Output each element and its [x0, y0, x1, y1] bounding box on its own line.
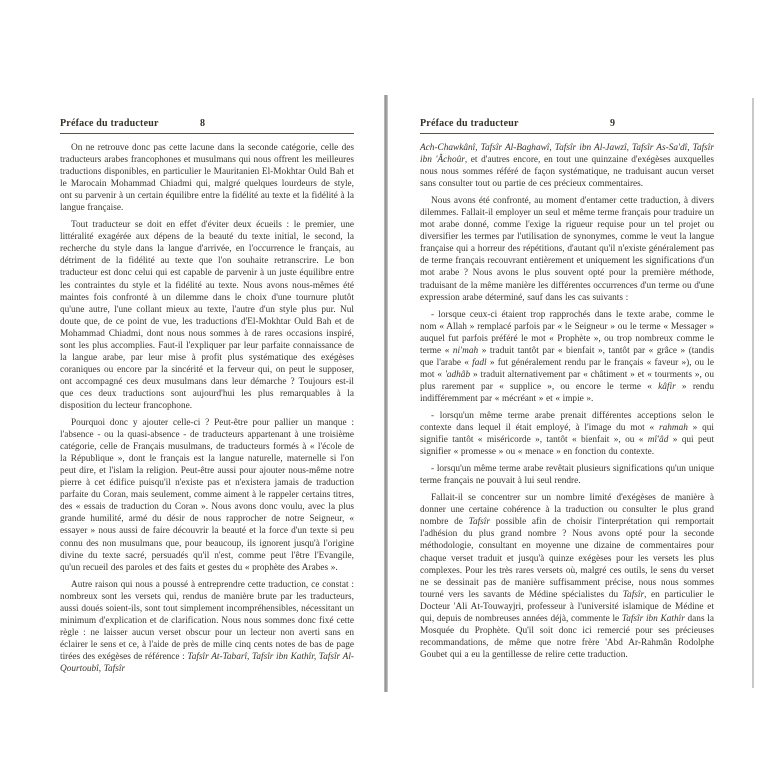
text-segment: Tafsîr [468, 517, 490, 528]
page-right [420, 118, 714, 666]
book-spine-divider [384, 95, 388, 692]
page-number: 9 [610, 118, 616, 129]
text-segment: Tafsîr At-Tabarî, Tafsîr ibn Kathîr, Tafsîr Al-Qourtoubî, Tafsîr [60, 651, 354, 674]
text-segment: kâfir [658, 381, 676, 392]
text-segment: On ne retrouve donc pas cette lacune dans la seconde catégorie, celle des traducteurs arabes francophones et musulmans qui nous offrent les meilleures traductions disponibles, en particulier le Mauritanien El-Mokhtar Ould Bah et le Marocain Mohammad Chiadmi qui, malgré quelques lourdeurs de style, ont su parvenir à un certain équilibre entre la fidélité au texte et la fidélité à la langue française. [60, 143, 354, 214]
text-segment: fadl [472, 357, 487, 368]
right-page-edge-line [752, 98, 754, 688]
paragraph [420, 492, 714, 661]
page-header [60, 118, 354, 134]
text-segment: Tout traducteur se doit en effet d'éviter deux écueils : le premier, une littéralité exagérée aux dépens de la beauté du texte initial, le second, la recherche du style dans la langue d'arrivée, en l'occurrence le français, au détriment de la fidélité au texte que l'on souhaite retranscrire. Le bon traducteur est donc celui qui est capable de parvenir à un juste équilibre entre les contraintes du style et la fidélité au texte. Nous avons nous-mêmes été maintes fois confronté à un dilemme dans le choix d'une tournure plutôt qu'une autre, l'une collant mieux au texte, l'autre d'un style plus pur. Nul doute que, de ce point de vue, les traductions d'El-Mokhtar Ould Bah et de Mohammad Chiadmi, dont nous nous sommes à de rares occasions inspiré, sont les plus accomplies. Faut-il l'expliquer par leur parfaite connaissance de la langue arabe, par leur mise à profit plus systématique des exégèses coraniques ou encore par la sincérité et la ferveur qui, on peut le supposer, ont accompagné ces deux musulmans dans leur démarche ? Toujours est-il que ces deux traductions sont aujourd'hui les plus remarquables à la disposition du lecteur francophone. [60, 220, 354, 411]
text-segment: Tafsîr [622, 589, 645, 600]
paragraph [420, 463, 714, 487]
paragraph [60, 579, 354, 675]
page-title: Préface du traducteur [60, 118, 159, 129]
text-segment: , et d'autres encore, en tout une quinzaine d'exégèses auxquelles nous nous sommes référé de façon systématique, ne traduisant aucun verset sans consulter tout ou partie de ces précieux commentaires. [420, 155, 714, 190]
text-segment: Fallait-il se concentrer sur un nombre limité d'exégèses de manière à donner une certaine cohérence à la traduction ou consulter le plus grand nombre de [420, 493, 714, 528]
text-segment: Pourquoi donc y ajouter celle-ci ? Peut-être pour pallier un manque : l'absence - ou la quasi-absence - de traducteurs appartenant à une troisième catégorie, celle de Français musulmans, de traducteurs formés à « l'école de la République », dont le français est la langue naturelle, maternelle si l'on peut dire, et l'islam la religion. Peut-être aussi pour ajouter nous-même notre pierre à cet édifice puisqu'il n'existe pas et n'existera jamais de traduction parfaite du Coran, mais seulement, comme aiment à le rappeler certains titres, des « essais de traduction du Coran ». Nous avons donc voulu, avec la plus grande humilité, armé du désir de nous rapprocher de notre Seigneur, « essayer » nous aussi de faire découvrir la beauté et la force d'un texte si peu connu des non musulmans que, pour beaucoup, ils ignorent jusqu'à l'origine divine du texte sacré, persuadés qu'il n'est, comme peut l'être l'Evangile, qu'un recueil des paroles et des faits et gestes du « prophète des Arabes ». [60, 418, 354, 573]
paragraph [60, 219, 354, 412]
text-segment: 'adhâb [444, 369, 471, 380]
paragraph [60, 417, 354, 574]
text-segment: Ach-Chawkânî, Tafsîr Al-Baghawî, Tafsîr ibn Al-Jawzî, Tafsîr As-Sa'dî, Tafsîr ibn 'Âchoûr [420, 143, 714, 166]
page-left [60, 118, 354, 680]
text-segment: » traduit tantôt par « bienfait », tantôt par « grâce » (tandis que l'arabe « [420, 345, 714, 368]
paragraph [420, 410, 714, 458]
paragraph [420, 309, 714, 405]
text-segment: ni'mah [452, 345, 479, 356]
text-segment: , en particulier le Docteur 'Ali At-Touwayjri, professeur à l'université islamique de Médine et qui, depuis de nombreuses années déjà, commente le [420, 589, 714, 624]
text-segment: dans la Mosquée du Prophète. Qu'il soit donc ici remercié pour ses précieuses recommandations, de même que notre frère 'Abd Ar-Rahmân Rodolphe Goubet qui a eu la gentillesse de relire cette traduction. [420, 613, 714, 660]
page-body [60, 142, 354, 675]
text-segment: - lorsque ceux-ci étaient trop rapprochés dans le texte arabe, comme le nom « Allah » remplacé parfois par « le Seigneur » ou le terme « Messager » auquel fut parfois préféré le mot « Prophète », ou trop nombreux comme le terme « [420, 309, 714, 356]
text-segment: » fut généralement rendu par le français « faveur »), ou le mot « [420, 357, 715, 380]
text-segment: Tafsîr ibn Kathîr [621, 613, 685, 624]
text-segment: mî'âd [647, 435, 669, 446]
text-segment: » rendu indifféremment par « mécréant » et « impie ». [420, 381, 714, 404]
text-segment: » traduit alternativement par « châtiment » et « tourments », ou plus rarement par « supplice », ou encore le terme « [420, 369, 714, 392]
text-segment: » qui signifie tantôt « miséricorde », tantôt « bienfait », ou « [420, 423, 714, 446]
text-segment: Autre raison qui nous a poussé à entreprendre cette traduction, ce constat : nombreux sont les versets qui, rendus de manière brute par les traducteurs, aussi doués soient-ils, sont tout simplement incompréhensibles, nécessitant un minimum d'explication et de clarification. Nous nous sommes donc fixé cette règle : ne laisser aucun verset obscur pour un lecteur non averti sans en éclairer le sens et ce, à l'aide de près de mille cinq cents notes de bas de page tirées des exégèses de référence : [60, 579, 354, 662]
text-segment: - lorsqu'un même terme arabe revêtait plusieurs significations qu'un unique terme français ne pouvait à lui seul rendre. [420, 464, 714, 487]
paragraph [420, 195, 714, 303]
page-number: 8 [200, 118, 206, 129]
page-body [420, 142, 714, 661]
text-segment: rahmah [658, 423, 688, 434]
text-segment: possible afin de choisir l'interprétation qui remportait l'adhésion du plus grand nombre ? Nous avons opté pour la seconde méthodologie, consultant en moyenne une dizaine de commentaires pour chaque verset traduit et jusqu'à quinze exégèses pour les versets les plus complexes. Pour les très rares versets où, malgré ces outils, le sens du verset ne se dessinait pas de manière suffisamment précise, nous nous sommes tourné vers les savants de Médine spécialistes du [420, 517, 714, 600]
text-segment: » qui peut signifier « promesse » ou « menace » en fonction du contexte. [420, 435, 714, 458]
paragraph [60, 142, 354, 214]
text-segment: - lorsqu'un même terme arabe prenait différentes acceptions selon le contexte dans lequel il était employé, à l'image du mot « [420, 410, 714, 434]
paragraph [420, 142, 714, 190]
page-header [420, 118, 714, 134]
text-segment: Nous avons été confronté, au moment d'entamer cette traduction, à divers dilemmes. Fallait-il employer un seul et même terme français pour traduire un mot arabe donné, comme l'exige la rigueur requise pour un tel projet ou diversifier les termes par l'utilisation de synonymes, comme le veut la langue française qui a horreur des répétitions, d'autant qu'il n'existe généralement pas de terme français recouvrant entièrement et uniquement les significations d'un mot arabe ? Nous avons le plus souvent opté pour la première méthode, traduisant de la même manière les différentes occurrences d'un terme ou d'une expression arabe déterminé, sauf dans les cas suivants : [420, 196, 714, 303]
page-title: Préface du traducteur [420, 118, 519, 129]
